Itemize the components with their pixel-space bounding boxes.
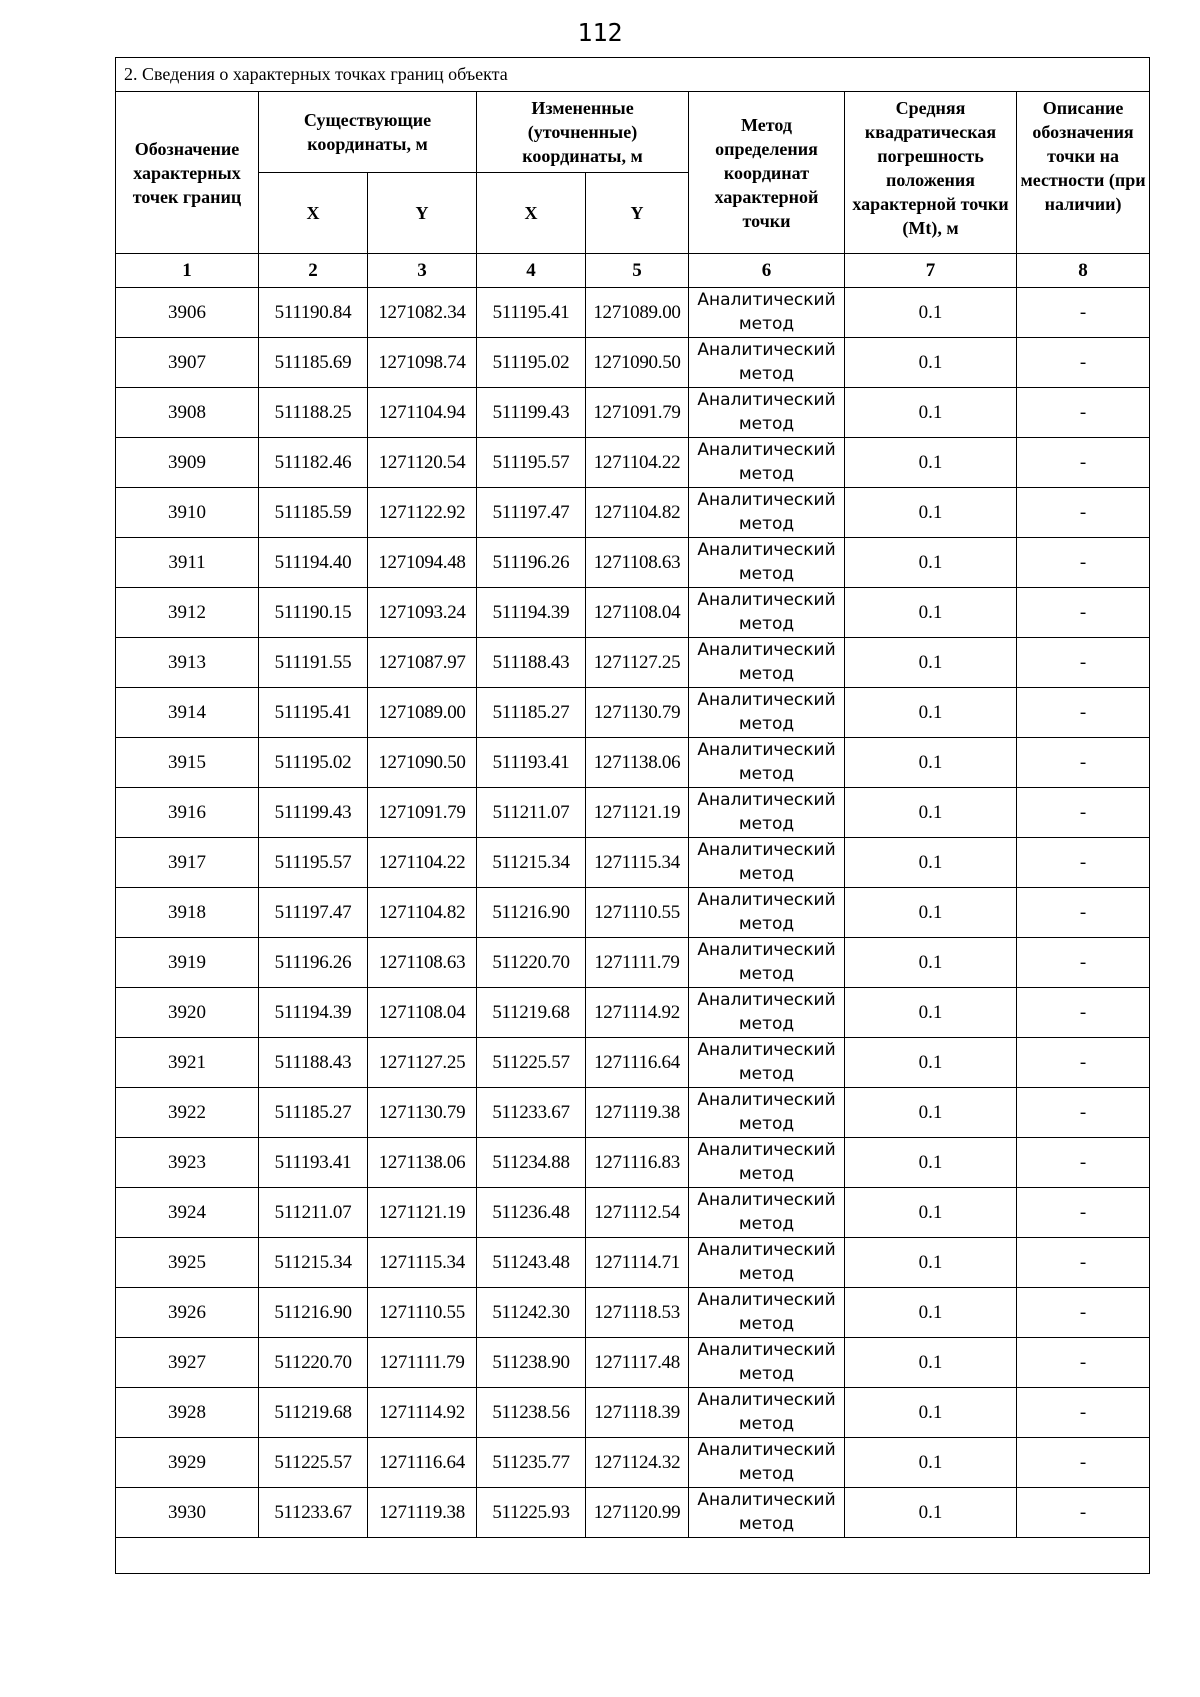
changed-x-cell: 511195.02 [477,338,586,388]
coordinates-table [115,57,1150,1574]
existing-x-cell: 511216.90 [259,1288,368,1338]
changed-x-cell: 511211.07 [477,788,586,838]
table-row [116,488,1150,538]
error-cell: 0.1 [845,338,1017,388]
point-id-cell: 3914 [116,688,259,738]
method-cell: Аналитический метод [689,988,845,1038]
point-id-cell: 3926 [116,1288,259,1338]
method-cell: Аналитический метод [689,1438,845,1488]
method-cell: Аналитический метод [689,438,845,488]
method-cell: Аналитический метод [689,1238,845,1288]
point-id-cell: 3923 [116,1138,259,1188]
table-body [116,288,1150,1538]
changed-x-cell: 511193.41 [477,738,586,788]
column-number: 6 [689,254,845,288]
table-row [116,1438,1150,1488]
changed-x-cell: 511195.57 [477,438,586,488]
point-id-cell: 3925 [116,1238,259,1288]
existing-y-cell: 1271114.92 [368,1388,477,1438]
header-existing: Существующие координаты, м [259,92,477,173]
existing-y-cell: 1271111.79 [368,1338,477,1388]
table-row [116,1138,1150,1188]
method-cell: Аналитический метод [689,738,845,788]
changed-x-cell: 511185.27 [477,688,586,738]
changed-y-cell: 1271116.83 [586,1138,689,1188]
description-cell: - [1017,738,1150,788]
existing-y-cell: 1271089.00 [368,688,477,738]
column-number: 8 [1017,254,1150,288]
point-id-cell: 3928 [116,1388,259,1438]
existing-x-cell: 511211.07 [259,1188,368,1238]
point-id-cell: 3929 [116,1438,259,1488]
changed-x-cell: 511242.30 [477,1288,586,1338]
header-changed-x: X [477,173,586,254]
table-row [116,1338,1150,1388]
point-id-cell: 3913 [116,638,259,688]
method-cell: Аналитический метод [689,1088,845,1138]
method-cell: Аналитический метод [689,788,845,838]
header-point: Обозначение характерных точек границ [116,92,259,254]
section-title: 2. Сведения о характерных точках границ объекта [116,58,1150,92]
existing-y-cell: 1271108.63 [368,938,477,988]
header-description: Описание обозначения точки на местности (при наличии) [1017,92,1150,254]
error-cell: 0.1 [845,1388,1017,1438]
table-row [116,1388,1150,1438]
table-row [116,1088,1150,1138]
description-cell: - [1017,1288,1150,1338]
changed-x-cell: 511234.88 [477,1138,586,1188]
changed-x-cell: 511197.47 [477,488,586,538]
column-number: 1 [116,254,259,288]
method-cell: Аналитический метод [689,488,845,538]
changed-y-cell: 1271104.82 [586,488,689,538]
changed-y-cell: 1271112.54 [586,1188,689,1238]
point-id-cell: 3917 [116,838,259,888]
changed-y-cell: 1271119.38 [586,1088,689,1138]
existing-y-cell: 1271091.79 [368,788,477,838]
method-cell: Аналитический метод [689,288,845,338]
changed-x-cell: 511236.48 [477,1188,586,1238]
description-cell: - [1017,788,1150,838]
header-changed: Измененные (уточненные) координаты, м [477,92,689,173]
existing-y-cell: 1271121.19 [368,1188,477,1238]
existing-x-cell: 511220.70 [259,1338,368,1388]
existing-y-cell: 1271082.34 [368,288,477,338]
changed-y-cell: 1271114.92 [586,988,689,1038]
description-cell: - [1017,588,1150,638]
existing-y-cell: 1271104.82 [368,888,477,938]
method-cell: Аналитический метод [689,1138,845,1188]
existing-x-cell: 511225.57 [259,1438,368,1488]
changed-y-cell: 1271115.34 [586,838,689,888]
table-row [116,1288,1150,1338]
existing-x-cell: 511185.27 [259,1088,368,1138]
error-cell: 0.1 [845,688,1017,738]
changed-x-cell: 511216.90 [477,888,586,938]
description-cell: - [1017,1338,1150,1388]
description-cell: - [1017,888,1150,938]
existing-y-cell: 1271110.55 [368,1288,477,1338]
changed-y-cell: 1271118.39 [586,1388,689,1438]
error-cell: 0.1 [845,888,1017,938]
table-row [116,1038,1150,1088]
method-cell: Аналитический метод [689,538,845,588]
error-cell: 0.1 [845,838,1017,888]
existing-x-cell: 511195.41 [259,688,368,738]
changed-x-cell: 511219.68 [477,988,586,1038]
error-cell: 0.1 [845,788,1017,838]
existing-y-cell: 1271087.97 [368,638,477,688]
changed-y-cell: 1271121.19 [586,788,689,838]
error-cell: 0.1 [845,538,1017,588]
method-cell: Аналитический метод [689,1188,845,1238]
changed-y-cell: 1271089.00 [586,288,689,338]
point-id-cell: 3912 [116,588,259,638]
table-row [116,988,1150,1038]
existing-x-cell: 511197.47 [259,888,368,938]
description-cell: - [1017,388,1150,438]
method-cell: Аналитический метод [689,1288,845,1338]
table-row [116,288,1150,338]
point-id-cell: 3915 [116,738,259,788]
existing-y-cell: 1271094.48 [368,538,477,588]
table-row [116,788,1150,838]
existing-y-cell: 1271122.92 [368,488,477,538]
method-cell: Аналитический метод [689,1388,845,1438]
existing-x-cell: 511185.69 [259,338,368,388]
changed-y-cell: 1271111.79 [586,938,689,988]
error-cell: 0.1 [845,1088,1017,1138]
header-changed-y: Y [586,173,689,254]
column-number: 7 [845,254,1017,288]
description-cell: - [1017,638,1150,688]
point-id-cell: 3906 [116,288,259,338]
existing-x-cell: 511196.26 [259,938,368,988]
point-id-cell: 3930 [116,1488,259,1538]
changed-x-cell: 511225.93 [477,1488,586,1538]
existing-x-cell: 511233.67 [259,1488,368,1538]
table-row [116,688,1150,738]
changed-x-cell: 511188.43 [477,638,586,688]
description-cell: - [1017,1138,1150,1188]
point-id-cell: 3918 [116,888,259,938]
method-cell: Аналитический метод [689,888,845,938]
method-cell: Аналитический метод [689,388,845,438]
description-cell: - [1017,1038,1150,1088]
description-cell: - [1017,688,1150,738]
changed-y-cell: 1271127.25 [586,638,689,688]
description-cell: - [1017,288,1150,338]
header-existing-x: X [259,173,368,254]
existing-y-cell: 1271104.22 [368,838,477,888]
error-cell: 0.1 [845,1288,1017,1338]
changed-y-cell: 1271110.55 [586,888,689,938]
existing-x-cell: 511190.15 [259,588,368,638]
point-id-cell: 3910 [116,488,259,538]
changed-x-cell: 511196.26 [477,538,586,588]
description-cell: - [1017,488,1150,538]
existing-x-cell: 511191.55 [259,638,368,688]
table-row [116,738,1150,788]
existing-y-cell: 1271116.64 [368,1438,477,1488]
point-id-cell: 3919 [116,938,259,988]
existing-x-cell: 511190.84 [259,288,368,338]
existing-x-cell: 511188.43 [259,1038,368,1088]
existing-x-cell: 511195.57 [259,838,368,888]
changed-y-cell: 1271104.22 [586,438,689,488]
table-row [116,1188,1150,1238]
error-cell: 0.1 [845,1488,1017,1538]
existing-y-cell: 1271130.79 [368,1088,477,1138]
table-row [116,438,1150,488]
method-cell: Аналитический метод [689,688,845,738]
changed-x-cell: 511238.90 [477,1338,586,1388]
existing-y-cell: 1271127.25 [368,1038,477,1088]
changed-y-cell: 1271091.79 [586,388,689,438]
changed-x-cell: 511215.34 [477,838,586,888]
error-cell: 0.1 [845,388,1017,438]
method-cell: Аналитический метод [689,638,845,688]
column-number: 3 [368,254,477,288]
existing-x-cell: 511219.68 [259,1388,368,1438]
column-number: 4 [477,254,586,288]
description-cell: - [1017,538,1150,588]
table-row [116,588,1150,638]
changed-y-cell: 1271130.79 [586,688,689,738]
changed-x-cell: 511238.56 [477,1388,586,1438]
changed-x-cell: 511194.39 [477,588,586,638]
method-cell: Аналитический метод [689,1338,845,1388]
existing-x-cell: 511195.02 [259,738,368,788]
changed-y-cell: 1271116.64 [586,1038,689,1088]
method-cell: Аналитический метод [689,838,845,888]
changed-y-cell: 1271124.32 [586,1438,689,1488]
error-cell: 0.1 [845,1438,1017,1488]
table-row [116,1488,1150,1538]
method-cell: Аналитический метод [689,1488,845,1538]
existing-y-cell: 1271115.34 [368,1238,477,1288]
table-row [116,538,1150,588]
description-cell: - [1017,1388,1150,1438]
point-id-cell: 3908 [116,388,259,438]
existing-y-cell: 1271119.38 [368,1488,477,1538]
changed-y-cell: 1271118.53 [586,1288,689,1338]
header-method: Метод определения координат характерной точки [689,92,845,254]
method-cell: Аналитический метод [689,588,845,638]
existing-y-cell: 1271120.54 [368,438,477,488]
error-cell: 0.1 [845,288,1017,338]
table-row [116,838,1150,888]
error-cell: 0.1 [845,988,1017,1038]
changed-y-cell: 1271114.71 [586,1238,689,1288]
changed-x-cell: 511243.48 [477,1238,586,1288]
changed-x-cell: 511233.67 [477,1088,586,1138]
description-cell: - [1017,438,1150,488]
changed-y-cell: 1271138.06 [586,738,689,788]
method-cell: Аналитический метод [689,938,845,988]
error-cell: 0.1 [845,1038,1017,1088]
existing-x-cell: 511182.46 [259,438,368,488]
point-id-cell: 3924 [116,1188,259,1238]
existing-x-cell: 511199.43 [259,788,368,838]
point-id-cell: 3922 [116,1088,259,1138]
description-cell: - [1017,938,1150,988]
changed-x-cell: 511225.57 [477,1038,586,1088]
table-row [116,338,1150,388]
point-id-cell: 3921 [116,1038,259,1088]
error-cell: 0.1 [845,588,1017,638]
changed-x-cell: 511235.77 [477,1438,586,1488]
method-cell: Аналитический метод [689,338,845,388]
changed-x-cell: 511195.41 [477,288,586,338]
changed-x-cell: 511199.43 [477,388,586,438]
changed-y-cell: 1271090.50 [586,338,689,388]
description-cell: - [1017,338,1150,388]
description-cell: - [1017,1188,1150,1238]
column-number: 5 [586,254,689,288]
table-row [116,888,1150,938]
changed-y-cell: 1271117.48 [586,1338,689,1388]
table-row [116,638,1150,688]
column-number: 2 [259,254,368,288]
changed-y-cell: 1271120.99 [586,1488,689,1538]
existing-x-cell: 511194.40 [259,538,368,588]
method-cell: Аналитический метод [689,1038,845,1088]
point-id-cell: 3907 [116,338,259,388]
existing-y-cell: 1271138.06 [368,1138,477,1188]
existing-x-cell: 511193.41 [259,1138,368,1188]
existing-y-cell: 1271104.94 [368,388,477,438]
description-cell: - [1017,1488,1150,1538]
description-cell: - [1017,1438,1150,1488]
description-cell: - [1017,988,1150,1038]
error-cell: 0.1 [845,1188,1017,1238]
existing-y-cell: 1271093.24 [368,588,477,638]
header-existing-y: Y [368,173,477,254]
existing-x-cell: 511194.39 [259,988,368,1038]
error-cell: 0.1 [845,738,1017,788]
description-cell: - [1017,1088,1150,1138]
changed-x-cell: 511220.70 [477,938,586,988]
page-number: 112 [577,18,623,47]
table-row [116,938,1150,988]
error-cell: 0.1 [845,938,1017,988]
existing-y-cell: 1271090.50 [368,738,477,788]
point-id-cell: 3911 [116,538,259,588]
header-error: Средняя квадратическая погрешность положения характерной точки (Mt), м [845,92,1017,254]
description-cell: - [1017,838,1150,888]
changed-y-cell: 1271108.04 [586,588,689,638]
error-cell: 0.1 [845,638,1017,688]
point-id-cell: 3916 [116,788,259,838]
error-cell: 0.1 [845,488,1017,538]
existing-x-cell: 511215.34 [259,1238,368,1288]
error-cell: 0.1 [845,1238,1017,1288]
table-row [116,1238,1150,1288]
empty-footer-row [116,1538,1150,1574]
existing-x-cell: 511185.59 [259,488,368,538]
error-cell: 0.1 [845,1138,1017,1188]
existing-x-cell: 511188.25 [259,388,368,438]
error-cell: 0.1 [845,1338,1017,1388]
point-id-cell: 3920 [116,988,259,1038]
point-id-cell: 3927 [116,1338,259,1388]
existing-y-cell: 1271098.74 [368,338,477,388]
description-cell: - [1017,1238,1150,1288]
existing-y-cell: 1271108.04 [368,988,477,1038]
error-cell: 0.1 [845,438,1017,488]
point-id-cell: 3909 [116,438,259,488]
table-row [116,388,1150,438]
changed-y-cell: 1271108.63 [586,538,689,588]
